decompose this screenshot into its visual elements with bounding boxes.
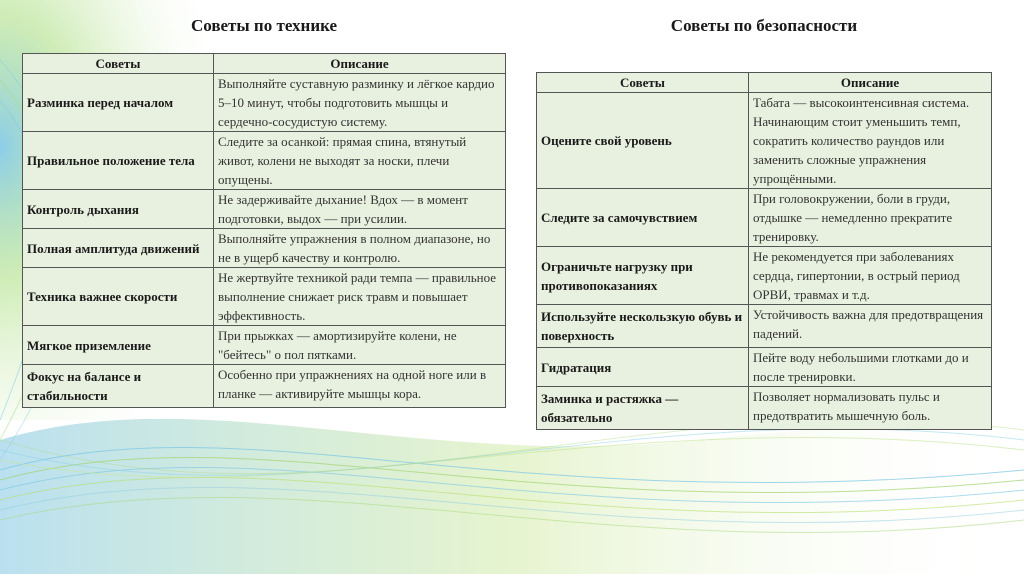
technique-title: Советы по технике: [190, 16, 338, 35]
tip-name: Гидратация: [537, 348, 749, 387]
tip-name: Используйте нескользкую обувь и поверхность: [537, 305, 749, 348]
table-row: [537, 305, 992, 348]
table-row: [23, 326, 506, 365]
table-row: [23, 229, 506, 268]
tip-name: Контроль дыхания: [23, 190, 214, 229]
table-row: [537, 93, 992, 189]
tip-description: При головокружении, боли в груди, отдышке — немедленно прекратите тренировку.: [749, 189, 992, 247]
tip-name: Мягкое приземление: [23, 326, 214, 365]
tip-name: Заминка и растяжка — обязательно: [537, 387, 749, 430]
column-header-tips: Советы: [23, 54, 214, 74]
table-row: [537, 189, 992, 247]
tip-name: Полная амплитуда движений: [23, 229, 214, 268]
tip-description: Не рекомендуется при заболеваниях сердца, гипертонии, в острый период ОРВИ, травмах и т.д.: [749, 247, 992, 305]
safety-table: [536, 72, 992, 430]
table-row: [537, 348, 992, 387]
column-header-description: Описание: [749, 73, 992, 93]
table-row: [23, 74, 506, 132]
tip-description: Не задерживайте дыхание! Вдох — в момент подготовки, выдох — при усилии.: [214, 190, 506, 229]
tip-description: Позволяет нормализовать пульс и предотвратить мышечную боль.: [749, 387, 992, 430]
table-row: [537, 247, 992, 305]
tip-description: Пейте воду небольшими глотками до и после тренировки.: [749, 348, 992, 387]
table-row: [23, 268, 506, 326]
tip-description: При прыжках — амортизируйте колени, не "бейтесь" о пол пятками.: [214, 326, 506, 365]
tip-description: Выполняйте суставную разминку и лёгкое кардио 5–10 минут, чтобы подготовить мышцы и сердечно-сосудистую систему.: [214, 74, 506, 132]
tip-description: Табата — высокоинтенсивная система. Начинающим стоит уменьшить темп, сократить количество раундов или заменить сложные упражнения упрощёнными.: [749, 93, 992, 189]
tip-description: Следите за осанкой: прямая спина, втянутый живот, колени не выходят за носки, плечи опущены.: [214, 132, 506, 190]
safety-title: Советы по безопасности: [670, 16, 858, 35]
tip-description: Устойчивость важна для предотвращения падений.: [749, 305, 992, 348]
table-row: [23, 365, 506, 408]
column-header-tips: Советы: [537, 73, 749, 93]
tip-name: Разминка перед началом: [23, 74, 214, 132]
table-row: [23, 190, 506, 229]
tip-name: Следите за самочувствием: [537, 189, 749, 247]
technique-table: [22, 53, 506, 408]
tip-name: Ограничьте нагрузку при противопоказаниях: [537, 247, 749, 305]
tip-name: Техника важнее скорости: [23, 268, 214, 326]
tip-name: Правильное положение тела: [23, 132, 214, 190]
column-header-description: Описание: [214, 54, 506, 74]
tip-description: Не жертвуйте техникой ради темпа — правильное выполнение снижает риск травм и повышает эффективность.: [214, 268, 506, 326]
tip-name: Оцените свой уровень: [537, 93, 749, 189]
tip-description: Особенно при упражнениях на одной ноге или в планке — активируйте мышцы кора.: [214, 365, 506, 408]
tip-name: Фокус на балансе и стабильности: [23, 365, 214, 408]
table-row: [537, 387, 992, 430]
table-row: [23, 132, 506, 190]
tip-description: Выполняйте упражнения в полном диапазоне, но не в ущерб качеству и контролю.: [214, 229, 506, 268]
